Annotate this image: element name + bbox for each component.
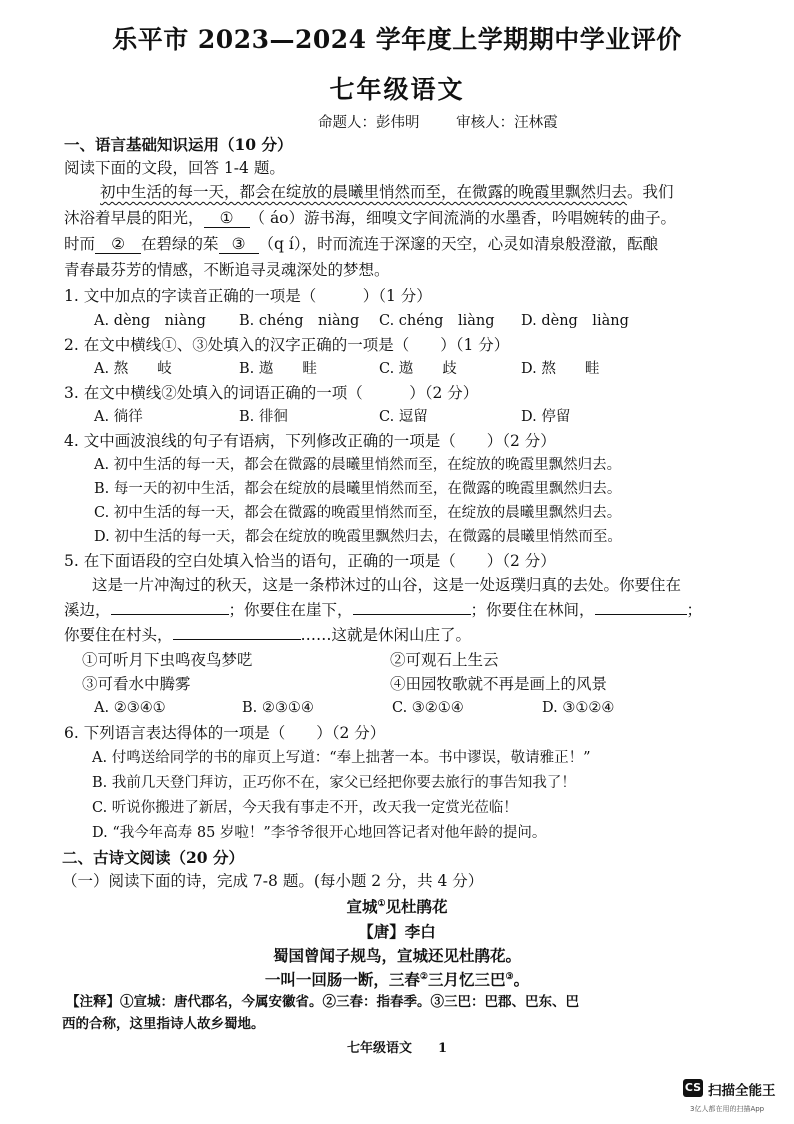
q5-blank-4 xyxy=(173,639,301,640)
q5-option-b: B. ②③①④ xyxy=(242,700,314,716)
q5-blank-3 xyxy=(595,614,687,615)
q5-item-1: ①可听月下虫鸣夜鸟梦呓 xyxy=(82,651,253,669)
note-marker: ③ xyxy=(505,971,514,982)
passage-line-3 xyxy=(64,237,658,254)
q5-text: ；你要住在崖下， xyxy=(228,601,353,619)
q5-text: ……这就是休闲山庄了。 xyxy=(300,626,472,644)
q6-option-b: B. 我前几天登门拜访，正巧你不在，家父已经把你要去旅行的事告知我了！ xyxy=(92,775,576,791)
q1-option-b: B. chéng niàng xyxy=(239,313,360,329)
q5-paragraph-line-1: 这是一片冲淘过的秋天，这是一条栉沐过的山谷，这是一处返璞归真的去处。你要住在 xyxy=(92,576,682,594)
q1-option-a: A. dèng niàng xyxy=(94,313,206,329)
passage-text: 沐浴着早晨的阳光， xyxy=(64,209,204,227)
poem-title xyxy=(0,899,794,915)
q5-paragraph-line-3 xyxy=(64,628,471,644)
poem-text: 一叫一回肠一断，三春 xyxy=(264,970,420,989)
q6-option-d: D. “我今年高寿 85 岁啦！”李爷爷很开心地回答记者对他年龄的提问。 xyxy=(92,825,547,841)
q4-option-b: B. 每一天的初中生活，都会在绽放的晨曦里悄然而至，在微露的晚霞里飘然归去。 xyxy=(94,481,622,497)
q6-option-c: C. 听说你搬进了新居，今天我有事走不开，改天我一定赏光莅临！ xyxy=(92,800,518,816)
q4-option-c: C. 初中生活的每一天，都会在微露的晚霞里悄然而至，在绽放的晨曦里飘然归去。 xyxy=(94,505,622,521)
q5-text: ；你要住在林间， xyxy=(470,601,595,619)
q5-option-c: C. ③②①④ xyxy=(392,700,464,716)
q5-blank-1 xyxy=(111,614,229,615)
q5-item-3: ③可看水中腾雾 xyxy=(82,675,191,693)
q5-text: 你要住在村头， xyxy=(64,626,173,644)
q2-option-d: D. 熬 畦 xyxy=(521,361,600,377)
author: 命题人：彭伟明 xyxy=(318,115,420,131)
q1-stem: 1. 文中加点的字读音正确的一项是（ ）（1 分） xyxy=(64,287,432,305)
q2-stem: 2. 在文中横线①、③处填入的汉字正确的一项是（ ）（1 分） xyxy=(64,336,510,354)
passage-text: 。我们 xyxy=(627,183,674,201)
scanner-logo-icon: CS xyxy=(683,1079,703,1097)
passage-text: 时而 xyxy=(64,235,96,253)
q1-option-c: C. chéng liàng xyxy=(379,313,495,329)
poem-line-1: 蜀国曾闻子规鸟，宣城还见杜鹃花。 xyxy=(272,946,521,965)
q4-stem: 4. 文中画波浪线的句子有语病，下列修改正确的一项是（ ）（2 分） xyxy=(64,432,556,450)
poem-note-line-2: 西的合称，这里指诗人故乡蜀地。 xyxy=(62,1016,265,1032)
section2-heading: 二、古诗文阅读（20 分） xyxy=(62,848,244,867)
note-marker: ① xyxy=(377,898,386,909)
q3-option-d: D. 停留 xyxy=(521,409,571,425)
q2-option-c: C. 遨 歧 xyxy=(379,361,457,377)
note-marker: ② xyxy=(419,971,428,982)
scanner-logo-text: 扫描全能王 xyxy=(708,1083,776,1099)
poem-title-text: 宣城 xyxy=(346,897,378,916)
q3-option-c: C. 逗留 xyxy=(379,409,428,425)
scanner-logo-subtext: 3亿人都在用的扫描App xyxy=(690,1105,765,1113)
section1-heading: 一、语言基础知识运用（10 分） xyxy=(64,135,293,154)
section1-instruction: 阅读下面的文段，回答 1-4 题。 xyxy=(64,159,285,177)
blank-1: ① xyxy=(204,211,250,228)
wavy-sentence: 初中生活的每一天，都会在绽放的晨曦里悄然而至，在微露的晚霞里飘然归去 xyxy=(100,183,628,201)
authors-line xyxy=(318,111,590,132)
passage-line-2 xyxy=(64,211,676,228)
q5-text: 溪边， xyxy=(64,601,111,619)
q2-options xyxy=(94,362,599,377)
poem-line-2 xyxy=(0,972,794,988)
q5-item-2: ②可观石上生云 xyxy=(390,651,499,669)
q3-option-b: B. 徘徊 xyxy=(239,409,288,425)
exam-subtitle: 七年级语文 xyxy=(329,75,465,104)
poem-author: 【唐】李白 xyxy=(358,922,436,941)
q5-option-d: D. ③①②④ xyxy=(542,700,615,716)
q3-option-a: A. 徜徉 xyxy=(94,409,143,425)
poem-title-text: 见杜鹃花 xyxy=(385,897,448,916)
q5-item-4: ④田园牧歌就不再是画上的风景 xyxy=(390,675,608,693)
q1-options xyxy=(94,314,629,329)
poem-note-line-1: 【注释】①宣城：唐代郡名，今属安徽省。②三春：指春季。③三巴：巴郡、巴东、巴 xyxy=(66,994,579,1010)
q5-blank-2 xyxy=(353,614,471,615)
exam-title: 乐平市 2023—2024 学年度上学期期中学业评价 xyxy=(112,25,682,54)
section2-subheading: （一）阅读下面的诗，完成 7-8 题。(每小题 2 分，共 4 分） xyxy=(62,872,484,890)
passage-text: （q í），时而流连于深邃的天空，心灵如清泉般澄澈，酝酿 xyxy=(258,235,659,253)
passage-line-1 xyxy=(100,185,674,201)
poem-text: 。 xyxy=(513,970,530,989)
passage-text: （ áo）游书海，细嗅文字间流淌的水墨香，吟唱婉转的曲子。 xyxy=(249,209,677,227)
q5-options xyxy=(94,701,614,716)
passage-text: 在碧绿的茱 xyxy=(141,235,219,253)
q4-option-d: D. 初中生活的每一天，都会在绽放的晚霞里飘然归去，在微露的晨曦里悄然而至。 xyxy=(94,529,622,545)
q1-option-d: D. dèng liàng xyxy=(521,313,629,329)
q3-options xyxy=(94,410,570,425)
reviewer: 审核人：汪林霞 xyxy=(456,115,558,131)
blank-2: ② xyxy=(95,237,141,254)
q6-option-a: A. 付鸣送给同学的书的扉页上写道：“奉上拙著一本。书中谬误，敬请雅正！” xyxy=(92,750,591,766)
q5-text: ； xyxy=(686,601,703,619)
q2-option-b: B. 遨 畦 xyxy=(239,361,317,377)
q3-stem: 3. 在文中横线②处填入的词语正确的一项（ ）（2 分） xyxy=(64,384,479,402)
q5-paragraph-line-2 xyxy=(64,603,702,619)
poem-text: 三月忆三巴 xyxy=(427,970,506,989)
q4-option-a: A. 初中生活的每一天，都会在微露的晨曦里悄然而至，在绽放的晚霞里飘然归去。 xyxy=(94,457,622,473)
passage-line-4: 青春最芬芳的情感，不断追寻灵魂深处的梦想。 xyxy=(64,261,390,279)
q6-stem: 6. 下列语言表达得体的一项是（ ）（2 分） xyxy=(64,724,386,742)
q2-option-a: A. 熬 岐 xyxy=(94,361,172,377)
q5-option-a: A. ②③④① xyxy=(94,700,166,716)
page-footer: 七年级语文 1 xyxy=(346,1041,448,1056)
q5-stem: 5. 在下面语段的空白处填入恰当的语句，正确的一项是（ ）（2 分） xyxy=(64,552,556,570)
blank-3: ③ xyxy=(219,237,259,254)
